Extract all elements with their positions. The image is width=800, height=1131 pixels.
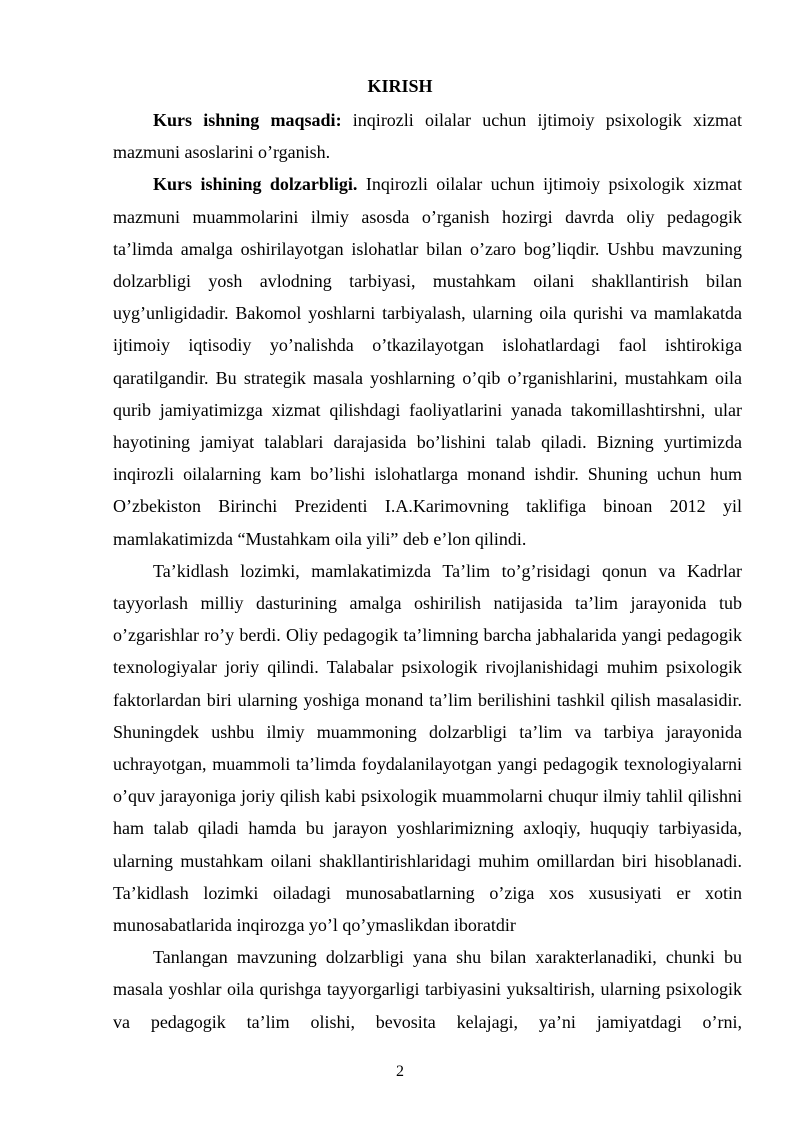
paragraph-emphasis: [113, 555, 742, 941]
paragraph-purpose: [113, 104, 742, 168]
paragraph-lead: Kurs ishning maqsadi:: [153, 110, 342, 130]
paragraph-text: inqirozli oilalar uchun ijtimoiy psixologik xizmat mazmuni asoslarini o’rganish.: [113, 110, 742, 163]
body-text: [113, 104, 742, 1038]
paragraph-lead: Kurs ishining dolzarbligi.: [153, 174, 358, 195]
paragraph-text: Ta’kidlash lozimki, mamlakatimizda Ta’lim to’g’risidagi qonun va Kadrlar tayyorlash milliy dasturining amalga oshirilish natijasida ta’lim jarayonida tub o’zgarishlar ro’y berdi. Oliy pedagogik ta’limning barcha jabhalarida yangi pedagogik texnologiyalar joriy qilindi. Talabalar psixologik rivojlanishidagi muhim psixologik faktorlardan biri ularning yoshiga monand ta’lim berilishini tashkil qilish masalasidir. Shuningdek ushbu ilmiy muammoning dolzarbligi ta’lim va tarbiya jarayonida uchrayotgan, muammoli ta’limda foydalanilayotgan yangi pedagogik texnologiyalarni o’quv jarayoniga joriy qilish kabi psixologik muammolarni chuqur ilmiy tahlil qilishni ham talab qiladi hamda bu jarayon yoshlarimizning axloqiy, huquqiy tarbiyasida, ularning mustahkam oilani shakllantirishlaridagi muhim omillardan biri hisoblanadi. Ta’kidlash lozimki oiladagi munosabatlarning o’ziga xos xususiyati er xotin munosabatlarida inqirozga yo’l qo’ymaslikdan iboratdir: [113, 560, 742, 936]
paragraph-text: Inqirozli oilalar uchun ijtimoiy psixologik xizmat mazmuni muammolarini ilmiy asosda o’rganish hozirgi davrda oliy pedagogik ta’limda amalga oshirilayotgan islohatlar bilan o’zaro bog’liqdir. Ushbu mavzuning dolzarbligi yosh avlodning tarbiyasi, mustahkam oilani shakllantirish bilan uyg’unligidadir. Bakomol yoshlarni tarbiyalash, ularning oila qurishi va mamlakatda ijtimoiy iqtisodiy yo’nalishda o’tkazilayotgan islohatlardagi faol ishtirokiga qaratilgandir. Bu strategik masala yoshlarning o’qib o’rganishlarini, mustahkam oila qurib jamiyatimizga xizmat qilishdagi faoliyatlarini yanada takomillashtirshni, ular hayotining jamiyat talablari darajasida bo’lishini talab qiladi. Bizning yurtimizda inqirozli oilalarning kam bo’lishi islohatlarga monand ishdir. Shuning uchun hum O’zbekiston Birinchi Prezidenti I.A.Karimovning taklifiga binoan 2012 yil mamlakatimizda “Mustahkam oila yili” deb e’lon qilindi.: [113, 174, 742, 549]
paragraph-text: Tanlangan mavzuning dolzarbligi yana shu bilan xarakterlanadiki, chunki bu masala yoshlar oila qurishga tayyorgarligi tarbiyasini yuksaltirish, ularning psixologik va pedagogik ta’lim olishi, bevosita kelajagi, ya’ni jamiyatdagi o’rni,: [113, 947, 742, 1032]
paragraph-topic-relevance: [113, 941, 742, 1038]
paragraph-relevance: [113, 168, 742, 554]
page-title: KIRISH: [367, 76, 433, 96]
page-number: 2: [396, 1063, 404, 1080]
